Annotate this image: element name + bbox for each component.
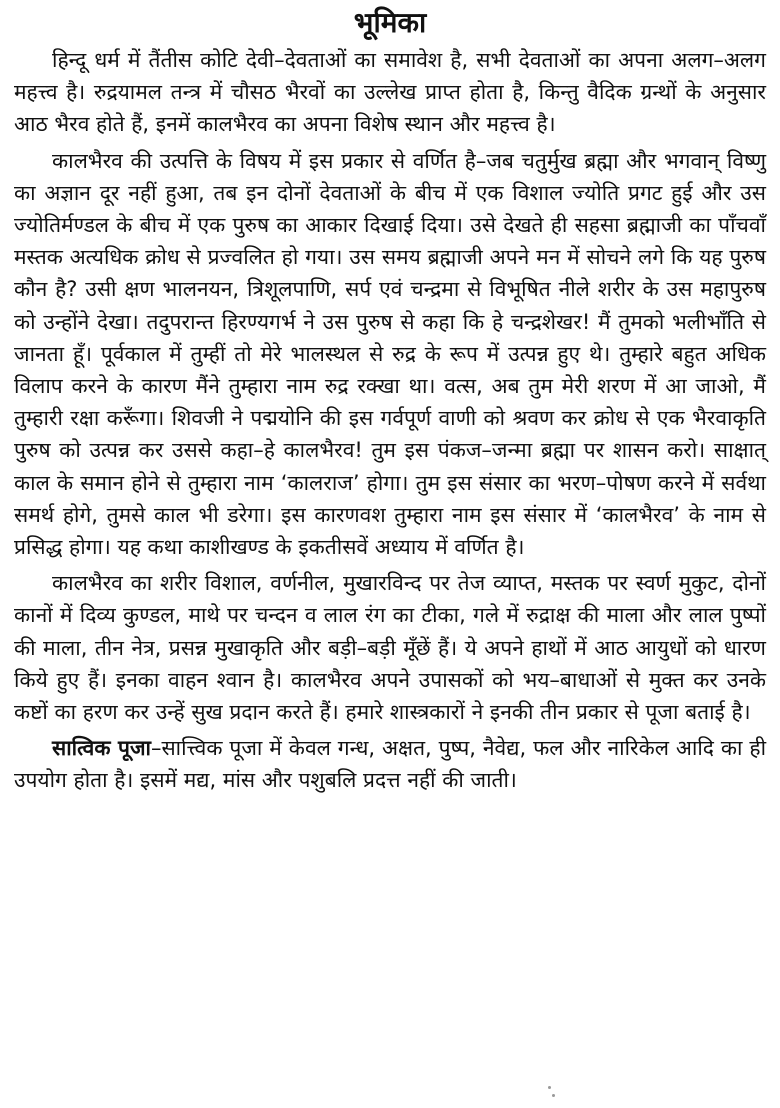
- paragraph-text: कालभैरव की उत्पत्ति के विषय में इस प्रकार से वर्णित है–जब चतुर्मुख ब्रह्मा और भगवान् विष्णु का अज्ञान दूर नहीं हुआ, तब इन दोनों देवताओं के बीच में एक विशाल ज्योति प्रगट हुई और उस ज्योतिर्मण्डल के बीच में एक पुरुष का आकार दिखाई दिया। उसे देखते ही सहसा ब्रह्माजी का पाँचवाँ मस्तक अत्यधिक क्रोध से प्रज्वलित हो गया। उस समय ब्रह्माजी अपने मन में सोचने लगे कि यह पुरुष कौन है? उसी क्षण भालनयन, त्रिशूलपाणि, सर्प एवं चन्द्रमा से विभूषित नीले शरीर के उस महापुरुष को उन्होंने देखा। तदुपरान्त हिरण्यगर्भ ने उस पुरुष से कहा कि हे चन्द्रशेखर! मैं तुमको भलीभाँति से जानता हूँ। पूर्वकाल में तुम्हीं तो मेरे भालस्थल से रुद्र के रूप में उत्पन्न हुए थे। तुम्हारे बहुत अधिक विलाप करने के कारण मैंने तुम्हारा नाम रुद्र रक्खा था। वत्स, अब तुम मेरी शरण में आ जाओ, मैं तुम्हारी रक्षा करूँगा। शिवजी ने पद्मयोनि की इस गर्वपूर्ण वाणी को श्रवण कर क्रोध से एक भैरवाकृति पुरुष को उत्पन्न कर उससे कहा–हे कालभैरव! तुम इस पंकज–जन्मा ब्रह्मा पर शासन करो। साक्षात् काल के समान होने से तुम्हारा नाम ‘कालराज’ होगा। तुम इस संसार का भरण–पोषण करने में सर्वथा समर्थ होगे, तुमसे काल भी डरेगा। इस कारणवश तुम्हारा नाम इस संसार में ‘कालभैरव’ के नाम से प्रसिद्ध होगा। यह कथा काशीखण्ड के इकतीसवें अध्याय में वर्णित है।: [14, 148, 766, 560]
- paragraph-origin-story: [14, 145, 766, 564]
- paragraph-appearance: [14, 567, 766, 728]
- scan-speck: [552, 1094, 555, 1097]
- paragraph-text: –सात्त्विक पूजा में केवल गन्ध, अक्षत, पुष्प, नैवेद्य, फल और नारिकेल आदि का ही उपयोग होता है। इसमें मद्य, मांस और पशुबलि प्रदत्त नहीं की जाती।: [14, 736, 767, 793]
- paragraph-label: सात्विक पूजा: [52, 736, 151, 761]
- page-title: भूमिका: [353, 6, 427, 39]
- scan-speck: [548, 1086, 551, 1089]
- paragraph-text: हिन्दू धर्म में तैंतीस कोटि देवी–देवताओं का समावेश है, सभी देवताओं का अपना अलग–अलग महत्त्व है। रुद्रयामल तन्त्र में चौसठ भैरवों का उल्लेख प्राप्त होता है, किन्तु वैदिक ग्रन्थों के अनुसार आठ भैरव होते हैं, इनमें कालभैरव का अपना विशेष स्थान और महत्त्व है।: [14, 48, 766, 137]
- paragraph-text: कालभैरव का शरीर विशाल, वर्णनील, मुखारविन्द पर तेज व्याप्त, मस्तक पर स्वर्ण मुकुट, दोनों कानों में दिव्य कुण्डल, माथे पर चन्दन व लाल रंग का टीका, गले में रुद्राक्ष की माला और लाल पुष्पों की माला, तीन नेत्र, प्रसन्न मुखाकृति और बड़ी–बड़ी मूँछें हैं। ये अपने हाथों में आठ आयुधों को धारण किये हुए हैं। इनका वाहन श्वान है। कालभैरव अपने उपासकों को भय–बाधाओं से मुक्त कर उनके कष्टों का हरण कर उन्हें सुख प्रदान करते हैं। हमारे शास्त्रकारों ने इनकी तीन प्रकार से पूजा बताई है।: [14, 571, 766, 725]
- paragraph-intro: [14, 44, 766, 141]
- paragraph-satvik-puja: [14, 732, 766, 796]
